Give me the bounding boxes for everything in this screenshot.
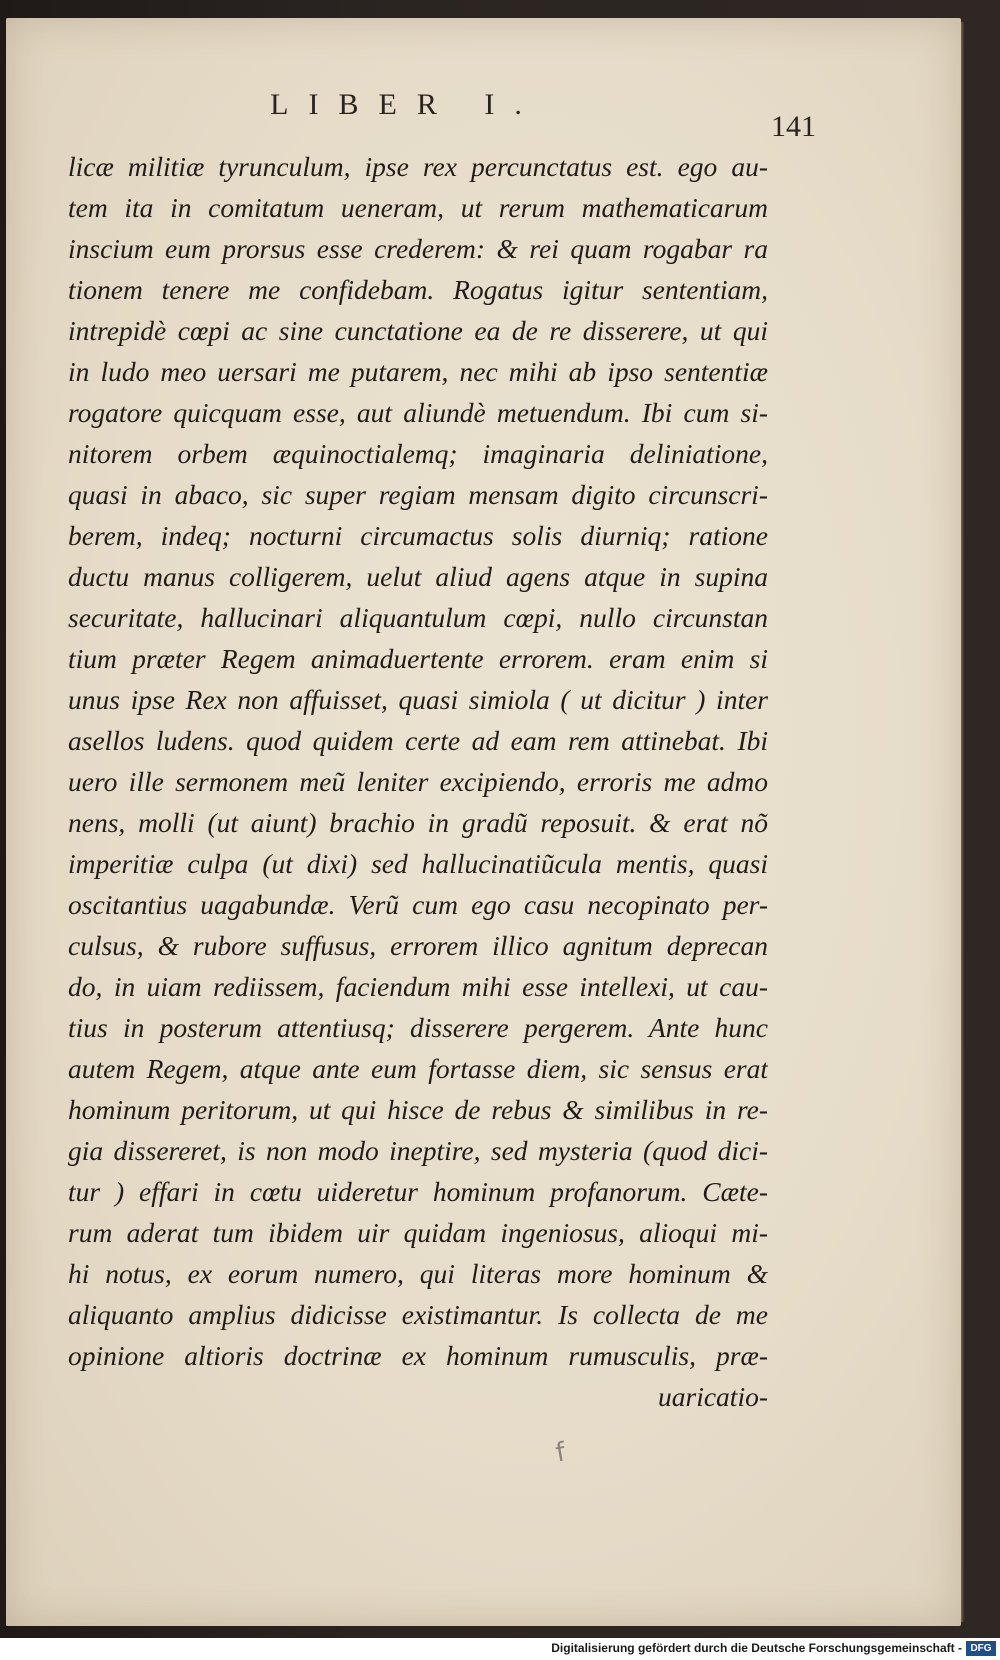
text-line: ductu manus colligerem, uelut aliud agens atque in supina [68,561,768,592]
text-line: autem Regem, atque ante eum fortasse diem, sic sensus erat [68,1053,768,1084]
text-line: uero ille sermonem meũ leniter excipiendo, erroris me admo [68,766,768,797]
digitization-footer [0,1638,1000,1660]
text-line: tur ) effari in cœtu uideretur hominum profanorum. Cæte- [68,1176,768,1207]
text-line: berem, indeq; nocturni circumactus solis diurniq; ratione [68,520,768,551]
text-line: culsus, & rubore suffusus, errorem illico agnitum deprecan [68,930,768,961]
text-line: tius in posterum attentiusq; disserere pergerem. Ante hunc [68,1012,768,1043]
text-line: inscium eum prorsus esse crederem: & rei quam rogabar ra [68,233,768,264]
text-line: tionem tenere me confidebam. Rogatus igitur sententiam, [68,274,768,305]
funding-credit: Digitalisierung gefördert durch die Deutsche Forschungsgemeinschaft - [551,1641,962,1655]
pencil-marginal-mark: f [553,1437,568,1469]
book-page [6,18,961,1626]
text-line: oscitantius uagabundæ. Verũ cum ego casu necopinato per- [68,889,768,920]
running-head: LIBER I. [270,88,542,121]
text-line: nitorem orbem æquinoctialemq; imaginaria deliniatione, [68,438,768,469]
text-line: intrepidè cœpi ac sine cunctatione ea de re disserere, ut qui [68,315,768,346]
text-line: aliquanto amplius didicisse existimantur. Is collecta de me [68,1299,768,1330]
text-line: hi notus, ex eorum numero, qui literas more hominum & [68,1258,768,1289]
text-line: hominum peritorum, ut qui hisce de rebus & similibus in re- [68,1094,768,1125]
page-number: 141 [771,110,816,143]
dfg-logo-icon: DFG [966,1641,996,1656]
text-line: imperitiæ culpa (ut dixi) sed hallucinatiũcula mentis, quasi [68,848,768,879]
catchword: uaricatio- [658,1381,768,1412]
text-line: in ludo meo uersari me putarem, nec mihi ab ipso sententiæ [68,356,768,387]
text-line: gia dissereret, is non modo ineptire, sed mysteria (quod dici- [68,1135,768,1166]
text-block [68,146,768,1417]
text-line: licæ militiæ tyrunculum, ipse rex percunctatus est. ego au- [68,151,768,182]
text-line: quasi in abaco, sic super regiam mensam digito circunscri- [68,479,768,510]
text-line: tium præter Regem animaduertente errorem. eram enim si [68,643,768,674]
text-line: unus ipse Rex non affuisset, quasi simiola ( ut dicitur ) inter [68,684,768,715]
text-line: asellos ludens. quod quidem certe ad eam rem attinebat. Ibi [68,725,768,756]
text-line: rogatore quicquam esse, aut aliundè metuendum. Ibi cum si- [68,397,768,428]
text-line: rum aderat tum ibidem uir quidam ingeniosus, alioqui mi- [68,1217,768,1248]
text-line: tem ita in comitatum ueneram, ut rerum mathematicarum [68,192,768,223]
text-line: nens, molli (ut aiunt) brachio in gradũ reposuit. & erat nõ [68,807,768,838]
text-line: do, in uiam rediissem, faciendum mihi esse intellexi, ut cau- [68,971,768,1002]
text-line: securitate, hallucinari aliquantulum cœpi, nullo circunstan [68,602,768,633]
text-line: opinione altioris doctrinæ ex hominum rumusculis, præ- [68,1340,768,1371]
